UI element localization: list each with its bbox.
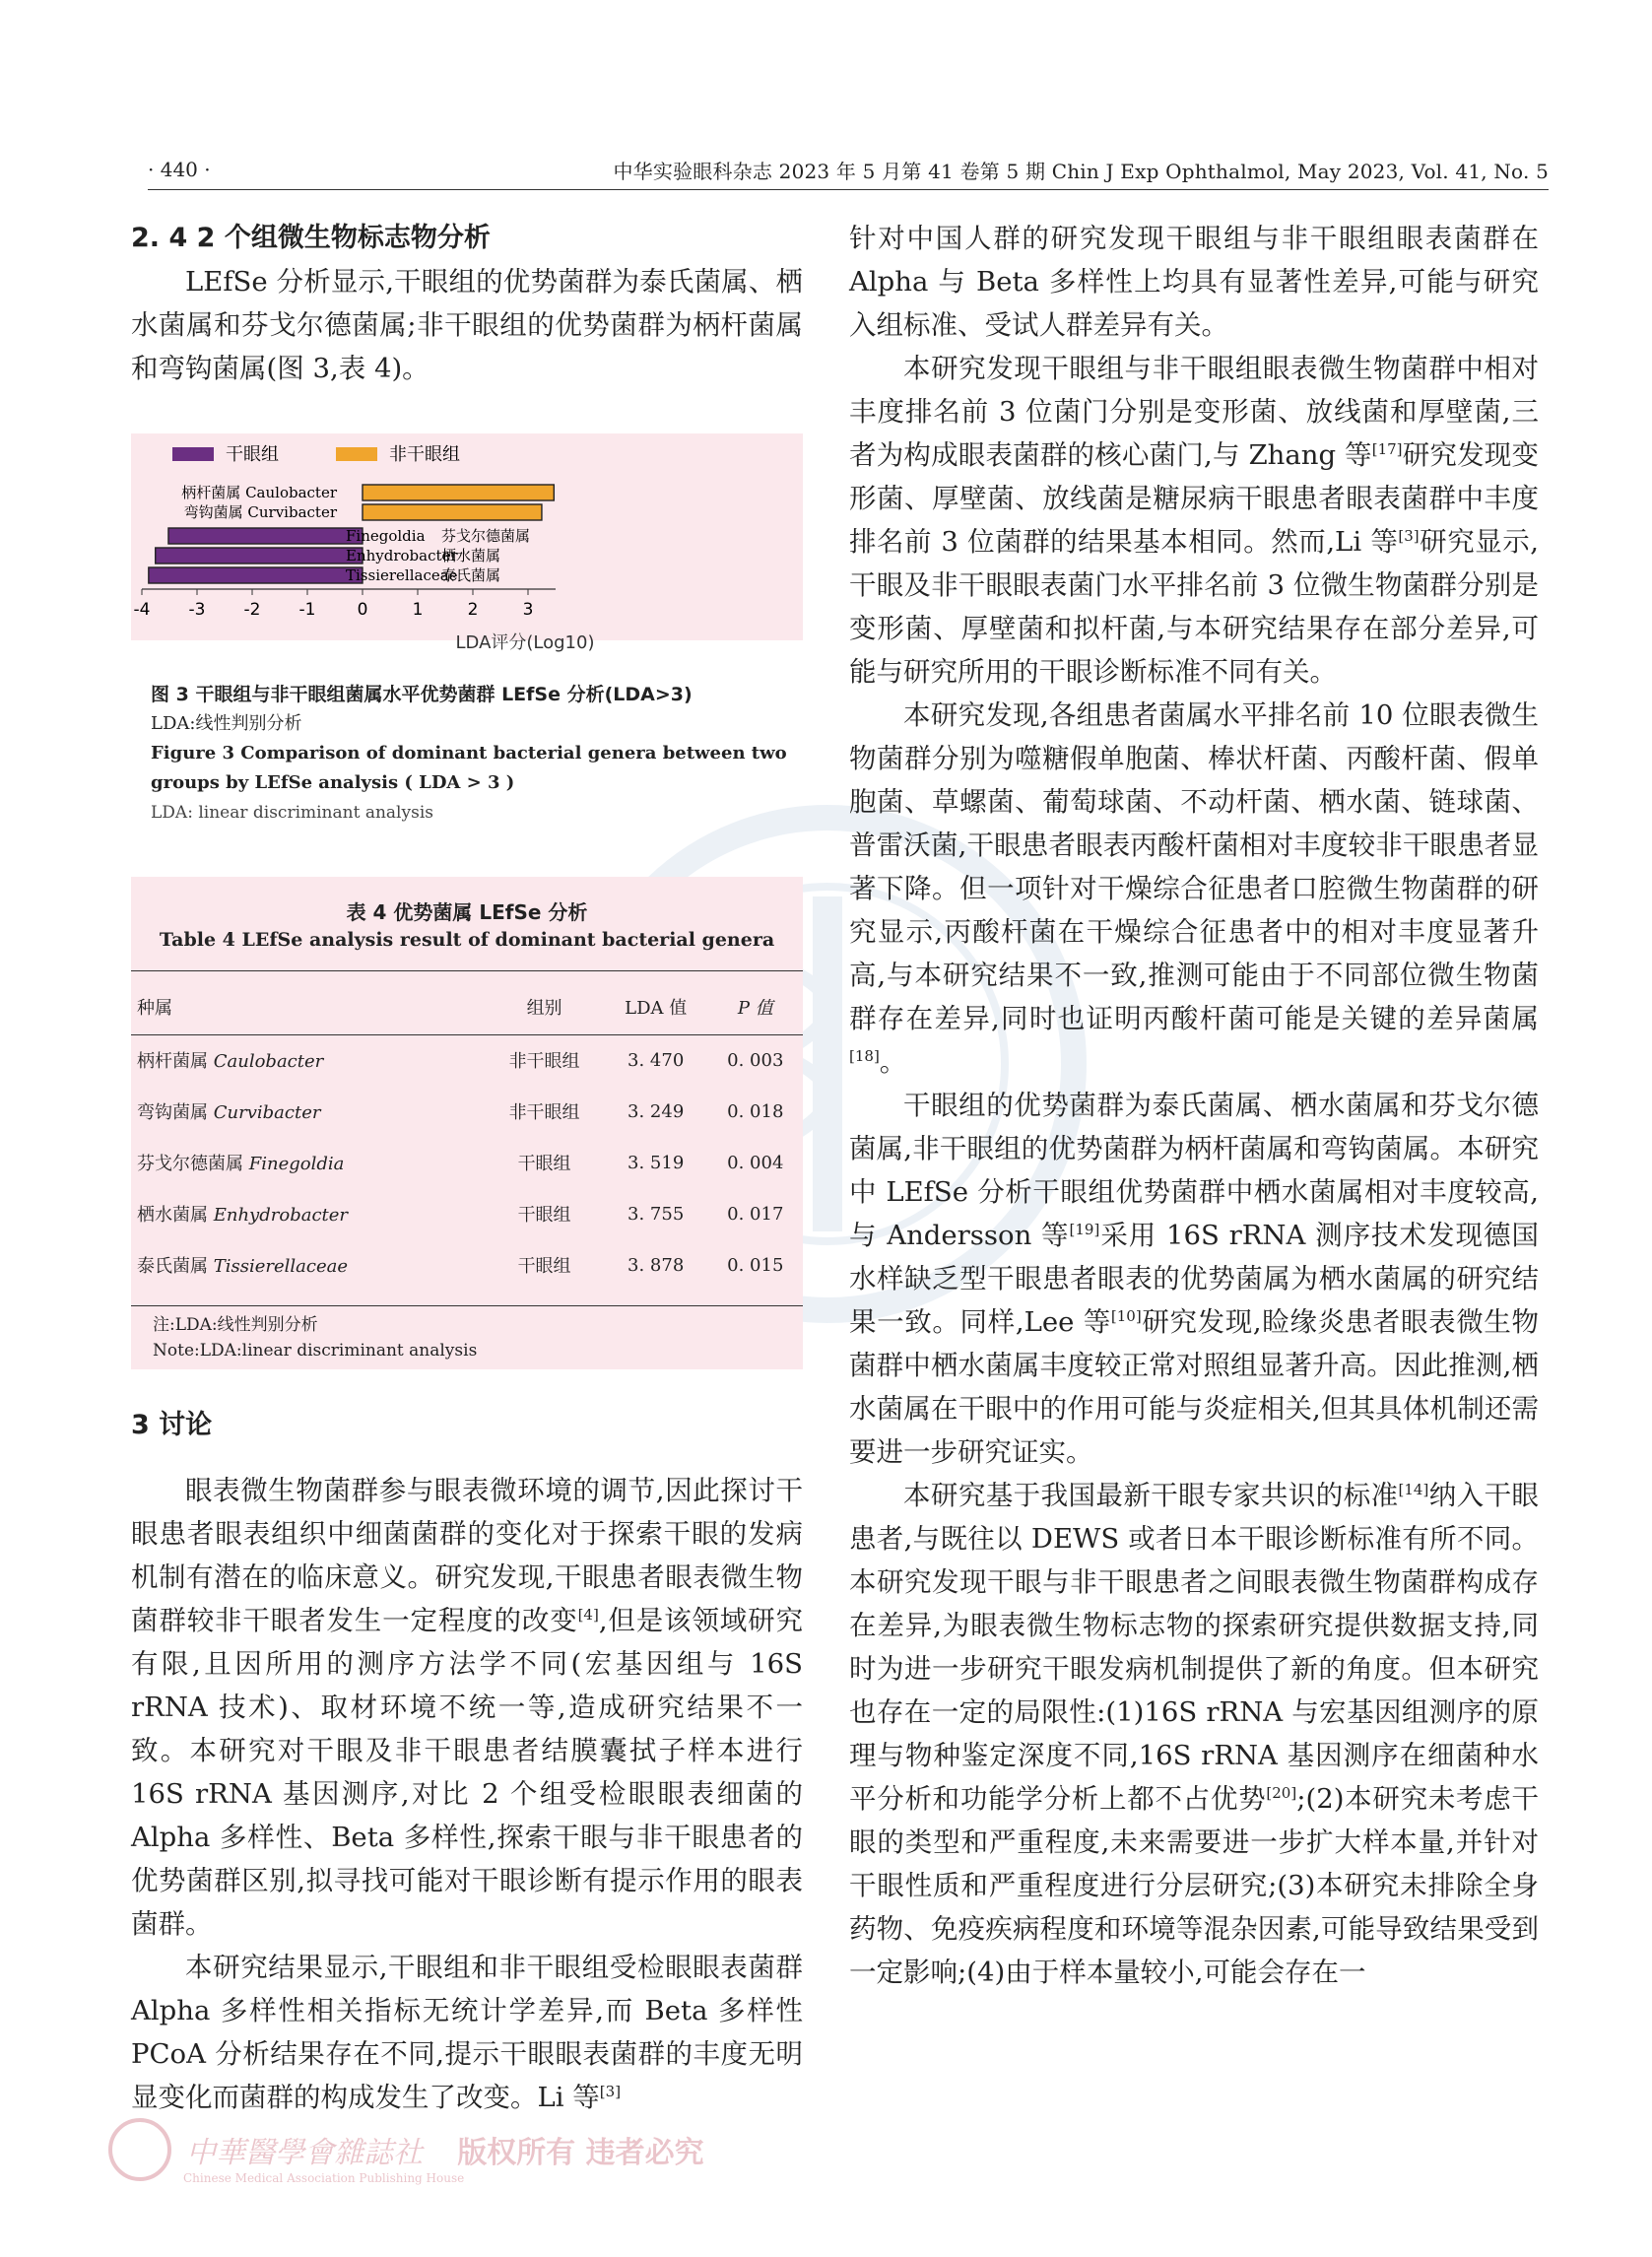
cell-lda: 3. 470: [628, 1049, 685, 1071]
table-note-cn: 注:LDA:线性判别分析: [153, 1315, 318, 1335]
bar-label: 栖水菌属: [441, 547, 501, 564]
section-heading-3: 3 讨论: [131, 1410, 213, 1440]
running-header: 中华实验眼科杂志 2023 年 5 月第 41 卷第 5 期 Chin J Exp Ophthalmol, May 2023, Vol. 41, No. 5: [613, 160, 1549, 183]
citation: [4]: [577, 1606, 599, 1624]
table-bottom-rule: [131, 1305, 803, 1306]
paragraph: 本研究发现干眼组与非干眼组眼表微生物菌群中相对丰度排名前 3 位菌门分别是变形菌、放线菌和厚壁菌,三者为构成眼表菌群的核心菌门,与 Zhang 等[17]研究发现变形菌、厚壁菌、放线菌是糖尿病干眼患者眼表菌群中丰度排名前 3 位菌群的结果基本相同。然而,Li 等[3]研究显示,干眼及非干眼眼表菌门水平排名前 3 位微生物菌群分别是变形菌、厚壁菌和拟杆菌,与本研究结果存在部分差异,可能与研究所用的干眼诊断标准不同有关。: [849, 353, 1539, 688]
bar-label: 芬戈尔德菌属: [441, 527, 531, 545]
table-4: [131, 980, 803, 1291]
cell-p: 0. 004: [727, 1152, 784, 1173]
citation: [14]: [1398, 1481, 1429, 1498]
header-rule: [148, 189, 1549, 190]
bar: [363, 485, 554, 500]
x-axis-label: LDA评分(Log10): [455, 632, 595, 653]
table-top-rule: [131, 970, 803, 971]
caption-note-cn: LDA:线性判别分析: [151, 713, 302, 734]
x-tick-label: -4: [133, 600, 151, 620]
citation: [18]: [849, 1047, 880, 1065]
paragraph: 本研究发现,各组患者菌属水平排名前 10 位眼表微生物菌群分别为噬糖假单胞菌、棒状杆菌、丙酸杆菌、假单胞菌、草螺菌、葡萄球菌、不动杆菌、栖水菌、链球菌、普雷沃菌,干眼患者眼表丙酸杆菌相对丰度较非干眼患者显著下降。但一项针对干燥综合征患者口腔微生物菌群的研究显示,丙酸杆菌在干燥综合征患者中的相对丰度显著升高,与本研究结果不一致,推测可能由于不同部位微生物菌群存在差异,同时也证明丙酸杆菌可能是关键的差异菌属[18]。: [849, 699, 1539, 1078]
citation: [10]: [1110, 1307, 1142, 1325]
right-column: [849, 217, 1539, 1994]
table-row: [131, 1086, 803, 1137]
table-row: [131, 1188, 803, 1239]
bar-label: Tissierellaceae: [346, 566, 458, 584]
table-row: [131, 1239, 803, 1291]
caption-note-en: LDA: linear discriminant analysis: [151, 803, 433, 823]
table-header-p: P 值: [737, 998, 773, 1020]
bar-label: 泰氏菌属: [441, 566, 501, 584]
caption-cn: 图 3 干眼组与非干眼组菌属水平优势菌群 LEfSe 分析(LDA>3): [151, 684, 693, 705]
legend-label-dry-eye: 干眼组: [226, 444, 279, 465]
section-heading-2-4: 2. 4 2 个组微生物标志物分析: [131, 223, 491, 253]
publisher-name-en: Chinese Medical Association Publishing House: [183, 2171, 465, 2185]
copyright-slogan: 版权所有 违者必究: [457, 2136, 704, 2170]
cell-lda: 3. 519: [628, 1152, 685, 1173]
publisher-logo-icon: [108, 2118, 171, 2181]
table-row: [131, 1034, 803, 1086]
caption-en: Figure 3 Comparison of dominant bacterial genera between two groups by LEfSe analysis ( LDA > 3 ): [151, 743, 787, 793]
legend-swatch-dry-eye: [172, 447, 214, 461]
cell-p: 0. 017: [727, 1203, 784, 1225]
figure-3-chart: [131, 433, 803, 680]
cell-group: 干眼组: [517, 1256, 571, 1277]
table-header-lda: LDA 值: [625, 998, 688, 1020]
cell-lda: 3. 755: [628, 1203, 685, 1225]
table-note-en: Note:LDA:linear discriminant analysis: [153, 1341, 478, 1361]
cell-genus: 泰氏菌属 Tissierellaceae: [137, 1256, 348, 1277]
cell-group: 干眼组: [517, 1154, 571, 1174]
table-title-en: Table 4 LEfSe analysis result of dominant bacterial genera: [159, 929, 775, 951]
table-4-title: [131, 896, 803, 951]
paragraph: 眼表微生物菌群参与眼表微环境的调节,因此探讨干眼患者眼表组织中细菌菌群的变化对于探索干眼的发病机制有潜在的临床意义。研究发现,干眼患者眼表微生物菌群较非干眼者发生一定程度的改变[4],但是该领域研究有限,且因所用的测序方法学不同(宏基因组与 16S rRNA 技术)、取材环境不统一等,造成研究结果不一致。本研究对干眼及非干眼患者结膜囊拭子样本进行 16S rRNA 基因测序,对比 2 个组受检眼眼表细菌的 Alpha 多样性、Beta 多样性,探索干眼与非干眼患者的优势菌群区别,拟寻找可能对干眼诊断有提示作用的眼表菌群。: [131, 1475, 804, 1940]
paragraph: 针对中国人群的研究发现干眼组与非干眼组眼表菌群在 Alpha 与 Beta 多样性上均具有显著性差异,可能与研究入组标准、受试人群差异有关。: [849, 223, 1539, 341]
table-row: [131, 1137, 803, 1188]
citation: [19]: [1069, 1221, 1100, 1238]
citation: [3]: [1398, 527, 1420, 545]
x-tick-label: 0: [357, 600, 368, 620]
x-tick-label: -2: [243, 600, 261, 620]
table-header-genus: 种属: [137, 998, 172, 1020]
paragraph: 本研究基于我国最新干眼专家共识的标准[14]纳入干眼患者,与既往以 DEWS 或者日本干眼诊断标准有所不同。本研究发现干眼与非干眼患者之间眼表微生物菌群构成存在差异,为眼表微生物标志物的探索研究提供数据支持,同时为进一步研究干眼发病机制提供了新的角度。但本研究也存在一定的局限性:(1)16S rRNA 与宏基因组测序的原理与物种鉴定深度不同,16S rRNA 基因测序在细菌种水平分析和功能学分析上都不占优势[20];(2)本研究未考虑干眼的类型和严重程度,未来需要进一步扩大样本量,并针对干眼性质和严重程度进行分层研究;(3)本研究未排除全身药物、免疫疾病程度和环境等混杂因素,可能导致结果受到一定影响;(4)由于样本量较小,可能会存在一: [849, 1480, 1540, 1988]
citation: [3]: [599, 2083, 622, 2100]
page-number: · 440 ·: [148, 158, 211, 181]
table-header-group: 组别: [526, 998, 562, 1020]
cell-group: 干眼组: [517, 1205, 571, 1226]
paragraph: 本研究结果显示,干眼组和非干眼组受检眼眼表菌群 Alpha 多样性相关指标无统计学差异,而 Beta 多样性 PCoA 分析结果存在不同,提示干眼眼表菌群的丰度无明显变化而菌群的构成发生了改变。Li 等[3]: [131, 1952, 803, 2113]
cell-lda: 3. 878: [628, 1254, 685, 1276]
x-tick-label: -1: [298, 600, 316, 620]
legend-swatch-non-dry-eye: [336, 447, 377, 461]
table-title-cn: 表 4 优势菌属 LEfSe 分析: [346, 900, 588, 924]
bar-label: 柄杆菌属 Caulobacter: [181, 484, 337, 501]
x-tick-label: -3: [188, 600, 206, 620]
bar-label: Finegoldia: [346, 527, 426, 545]
bar: [363, 504, 542, 520]
citation: [17]: [1371, 440, 1403, 458]
left-column-top: [131, 217, 803, 390]
cell-lda: 3. 249: [628, 1100, 685, 1122]
bar: [149, 567, 363, 583]
cell-p: 0. 018: [727, 1100, 784, 1122]
publisher-watermark: [108, 2118, 704, 2185]
x-tick-label: 2: [467, 600, 479, 620]
bar: [156, 548, 363, 564]
cell-group: 非干眼组: [508, 1051, 580, 1073]
bar-label: Enhydrobacter: [346, 547, 458, 564]
table-notes: [153, 1312, 477, 1363]
cell-genus: 芬戈尔德菌属 Finegoldia: [137, 1154, 345, 1174]
publisher-name: 中華醫學會雜誌社: [186, 2136, 424, 2170]
paragraph: 干眼组的优势菌群为泰氏菌属、栖水菌属和芬戈尔德菌属,非干眼组的优势菌群为柄杆菌属和弯钩菌属。本研究中 LEfSe 分析干眼组优势菌群中栖水菌属相对丰度较高,与 Andersson 等[19]采用 16S rRNA 测序技术发现德国水样缺乏型干眼患者眼表的优势菌属为栖水菌属的研究结果一致。同样,Lee 等[10]研究发现,睑缘炎患者眼表微生物菌群中栖水菌属丰度较正常对照组显著升高。因此推测,栖水菌属在干眼中的作用可能与炎症相关,但其具体机制还需要进一步研究证实。: [849, 1090, 1539, 1468]
cell-p: 0. 003: [727, 1049, 784, 1071]
left-column-bottom: [131, 1404, 803, 2119]
cell-genus: 弯钩菌属 Curvibacter: [137, 1102, 321, 1123]
x-tick-label: 1: [412, 600, 424, 620]
cell-genus: 栖水菌属 Enhydrobacter: [137, 1205, 349, 1226]
bar-label: 弯钩菌属 Curvibacter: [183, 503, 337, 521]
legend-label-non-dry-eye: 非干眼组: [389, 444, 460, 465]
figure-3-caption: [151, 680, 801, 828]
cell-p: 0. 015: [727, 1254, 784, 1276]
cell-group: 非干眼组: [508, 1102, 580, 1123]
cell-genus: 柄杆菌属 Caulobacter: [137, 1051, 324, 1073]
bar: [168, 528, 363, 544]
x-tick-label: 3: [522, 600, 534, 620]
citation: [20]: [1266, 1784, 1297, 1802]
paragraph: LEfSe 分析显示,干眼组的优势菌群为泰氏菌属、栖水菌属和芬戈尔德菌属;非干眼组的优势菌群为柄杆菌属和弯钩菌属(图 3,表 4)。: [131, 266, 803, 384]
